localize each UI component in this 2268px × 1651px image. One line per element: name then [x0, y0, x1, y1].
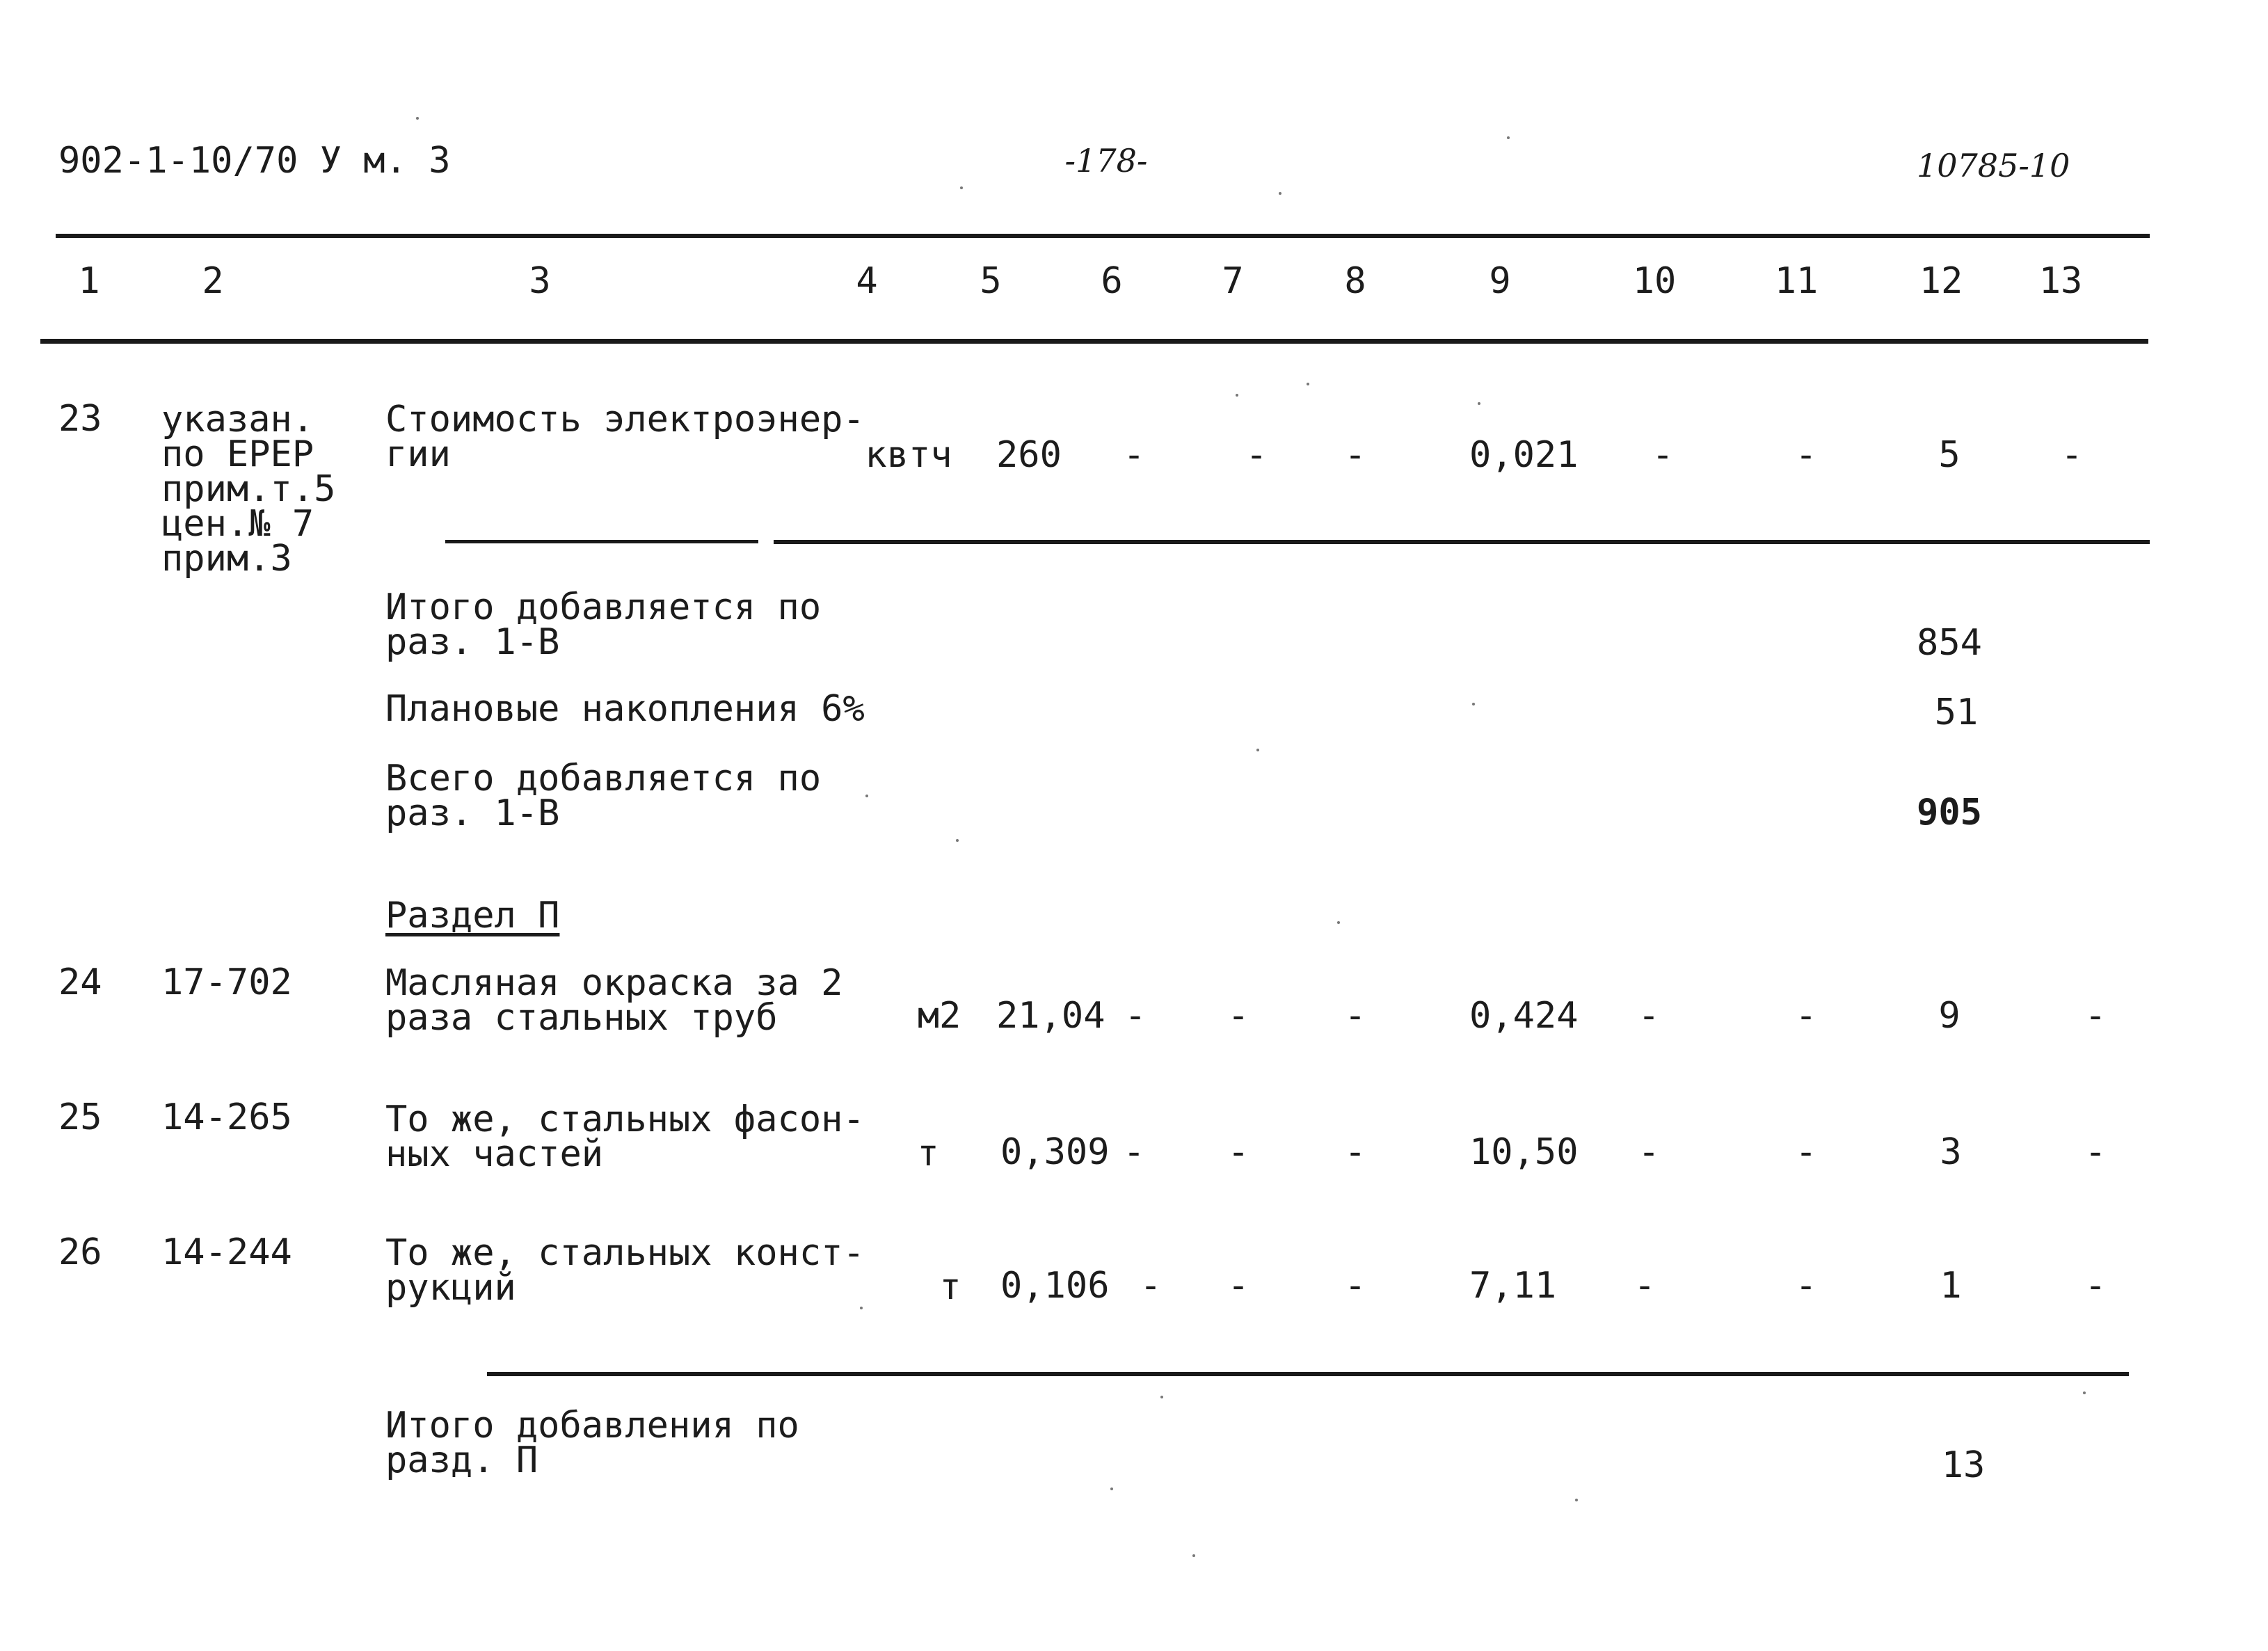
row-description: То же, стальных конст- рукций — [385, 1232, 865, 1309]
row-col7: - — [1245, 434, 1268, 476]
scan-speck — [1472, 703, 1475, 705]
summary-label: Итого добавления по разд. П — [385, 1405, 799, 1481]
row-quantity: 260 — [996, 434, 1062, 476]
section-total-rule — [487, 1372, 2129, 1376]
row-unit-price: 7,11 — [1469, 1265, 1557, 1307]
column-number: 2 — [202, 260, 224, 302]
row-col11: - — [1795, 1265, 1817, 1307]
column-number: 11 — [1774, 260, 1819, 302]
scan-speck — [1337, 921, 1340, 924]
document-code: 902-1-10/70 У м. 3 — [58, 140, 451, 182]
row-col6: - — [1123, 1131, 1145, 1173]
row-col7: - — [1227, 1131, 1249, 1173]
row-col8: - — [1344, 1265, 1366, 1307]
row-total: 5 — [1938, 434, 1960, 476]
column-number: 1 — [78, 260, 100, 302]
row-col7: - — [1227, 1265, 1249, 1307]
row-col13: - — [2061, 434, 2083, 476]
scan-speck — [1575, 1499, 1578, 1501]
row-total: 9 — [1938, 995, 1960, 1037]
scan-speck — [1110, 1488, 1113, 1490]
scan-speck — [1192, 1554, 1195, 1557]
row-col8: - — [1344, 1131, 1366, 1173]
scan-speck — [1507, 136, 1510, 139]
row-total: 1 — [1940, 1265, 1962, 1307]
scan-speck — [416, 117, 419, 120]
row-number: 23 — [58, 398, 102, 440]
row-col13: - — [2084, 1265, 2107, 1307]
row-col10: - — [1638, 1131, 1660, 1173]
column-number: 7 — [1222, 260, 1244, 302]
scan-speck — [1160, 1396, 1163, 1398]
row-unit: т — [939, 1266, 961, 1308]
column-number: 10 — [1632, 260, 1677, 302]
summary-label: Итого добавляется по раз. 1-В — [385, 587, 822, 663]
summary-value: 51 — [1934, 692, 1979, 733]
row-col11: - — [1795, 434, 1817, 476]
column-number: 5 — [980, 260, 1002, 302]
header-bottom-rule — [40, 339, 2148, 344]
row-reference: указан. по ЕРЕР прим.т.5 цен.№ 7 прим.3 — [161, 399, 336, 580]
row-col8: - — [1344, 434, 1366, 476]
row-reference: 14-265 — [161, 1096, 292, 1138]
scan-speck — [956, 839, 959, 842]
scan-speck — [860, 1307, 863, 1309]
subtotal-rule-left — [445, 540, 758, 543]
row-number: 25 — [58, 1096, 102, 1138]
row-col13: - — [2084, 995, 2107, 1037]
header-top-rule — [56, 234, 2150, 238]
row-unit: м2 — [917, 995, 961, 1037]
row-col8: - — [1344, 995, 1366, 1037]
scan-speck — [960, 186, 963, 189]
row-col11: - — [1795, 995, 1817, 1037]
column-number: 13 — [2038, 260, 2083, 302]
section-heading: Раздел П — [385, 895, 560, 936]
scan-speck — [2083, 1391, 2086, 1394]
row-reference: 17-702 — [161, 962, 292, 1003]
scan-speck — [1256, 749, 1259, 751]
row-reference: 14-244 — [161, 1231, 292, 1273]
row-number: 24 — [58, 962, 102, 1003]
row-total: 3 — [1940, 1131, 1962, 1173]
row-description: Стоимость электроэнер- гии — [385, 399, 865, 475]
scan-speck — [865, 795, 868, 797]
archive-number: 10785-10 — [1917, 147, 2070, 184]
summary-value: 905 — [1917, 792, 1982, 834]
row-unit: квтч — [865, 434, 952, 476]
row-unit-price: 0,424 — [1469, 995, 1579, 1037]
summary-label: Плановые накопления 6% — [385, 688, 865, 730]
row-unit-price: 0,021 — [1469, 434, 1579, 476]
row-col13: - — [2084, 1131, 2107, 1173]
row-col6: - — [1140, 1265, 1162, 1307]
summary-value: 13 — [1941, 1444, 1986, 1486]
scan-speck — [1279, 192, 1281, 195]
row-description: То же, стальных фасон- ных частей — [385, 1099, 865, 1175]
scan-speck — [1236, 394, 1238, 397]
summary-label: Всего добавляется по раз. 1-В — [385, 758, 822, 834]
column-number: 3 — [529, 260, 551, 302]
scan-speck — [1478, 402, 1480, 405]
row-col10: - — [1634, 1265, 1656, 1307]
column-number: 4 — [856, 260, 878, 302]
summary-value: 854 — [1917, 622, 1982, 664]
column-number: 9 — [1489, 260, 1511, 302]
page-number: -178- — [1064, 142, 1148, 180]
row-unit-price: 10,50 — [1469, 1131, 1579, 1173]
row-col10: - — [1638, 995, 1660, 1037]
row-quantity: 0,106 — [1000, 1265, 1110, 1307]
row-quantity: 21,04 — [996, 995, 1105, 1037]
row-description: Масляная окраска за 2 раза стальных труб — [385, 962, 843, 1039]
scan-speck — [1307, 383, 1309, 385]
row-col6: - — [1124, 995, 1147, 1037]
row-col7: - — [1227, 995, 1249, 1037]
row-col6: - — [1123, 434, 1145, 476]
row-number: 26 — [58, 1231, 102, 1273]
subtotal-rule-right — [774, 540, 2150, 544]
column-number: 12 — [1919, 260, 1963, 302]
column-number: 8 — [1344, 260, 1366, 302]
row-quantity: 0,309 — [1000, 1131, 1110, 1173]
row-col11: - — [1795, 1131, 1817, 1173]
row-unit: т — [917, 1133, 939, 1174]
column-number: 6 — [1101, 260, 1123, 302]
row-col10: - — [1652, 434, 1674, 476]
